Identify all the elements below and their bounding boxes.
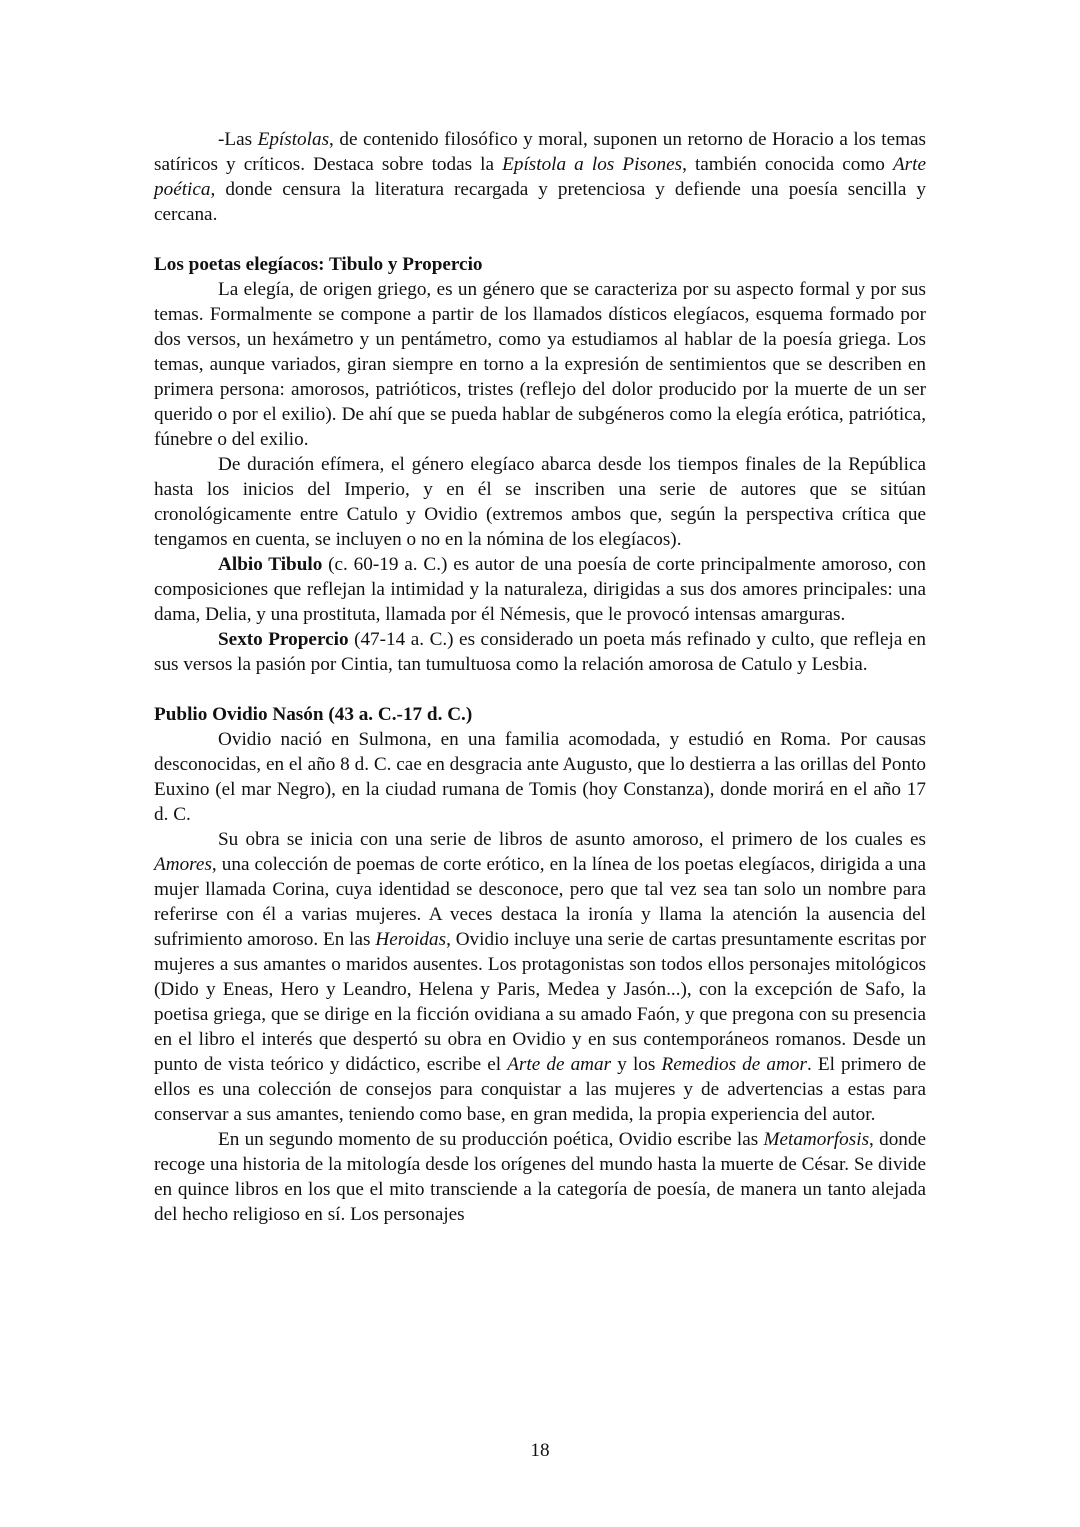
paragraph-metamorfosis: En un segundo momento de su producción poética, Ovidio escribe las Metamorfosis, donde recoge una historia de la mitología desde los orígenes del mundo hasta la muerte de César. Se divide en quince libros en los que el mito transciende a la categoría de poesía, de manera un tanto alejada del hecho religioso en sí. Los personajes [154, 1129, 926, 1225]
ovidio-section [154, 702, 926, 1227]
paragraph-propercio: Sexto Propercio (47-14 a. C.) es considerado un poeta más refinado y culto, que refleja en sus versos la pasión por Cintia, tan tumultuosa como la relación amorosa de Catulo y Lesbia. [154, 629, 926, 675]
paragraph-elegia: La elegía, de origen griego, es un género que se caracteriza por su aspecto formal y por sus temas. Formalmente se compone a partir de los llamados dísticos elegíacos, esquema formado por dos versos, un hexámetro y un pentámetro, como ya estudiamos al hablar de la poesía griega. Los temas, aunque variados, giran siempre en torno a la expresión de sentimientos que se describen en primera persona: amorosos, patrióticos, tristes (reflejo del dolor producido por la muerte de un ser querido o por el exilio). De ahí que se pueda hablar de subgéneros como la elegía erótica, patriótica, fúnebre o del exilio. [154, 279, 926, 450]
intro-section [154, 127, 926, 227]
paragraph-ovidio-vida: Ovidio nació en Sulmona, en una familia acomodada, y estudió en Roma. Por causas desconocidas, en el año 8 d. C. cae en desgracia ante Augusto, que lo destierra a las orillas del Ponto Euxino (el mar Negro), en la ciudad rumana de Tomis (hoy Constanza), donde morirá en el año 17 d. C. [154, 729, 926, 825]
paragraph-duracion: De duración efímera, el género elegíaco abarca desde los tiempos finales de la República hasta los inicios del Imperio, y en él se inscriben una serie de autores que se sitúan cronológicamente entre Catulo y Ovidio (extremos ambos que, según la perspectiva crítica que tengamos en cuenta, se incluyen o no en la nómina de los elegíacos). [154, 454, 926, 550]
page-number: 18 [530, 1440, 550, 1461]
document-page [154, 127, 926, 1227]
section-heading-ovidio: Publio Ovidio Nasón (43 a. C.-17 d. C.) [154, 704, 473, 725]
elegiac-poets-section [154, 252, 926, 677]
paragraph-ovidio-obra: Su obra se inicia con una serie de libros de asunto amoroso, el primero de los cuales es Amores, una colección de poemas de corte erótico, en la línea de los poetas elegíacos, dirigida a una mujer llamada Corina, cuya identidad se desconoce, pero que tal vez sea tan solo un nombre para referirse con él a varias mujeres. A veces destaca la ironía y llama la atención la ausencia del sufrimiento amoroso. En las Heroidas, Ovidio incluye una serie de cartas presuntamente escritas por mujeres a sus amantes o maridos ausentes. Los protagonistas son todos ellos personajes mitológicos (Dido y Eneas, Hero y Leandro, Helena y Paris, Medea y Jasón...), con la excepción de Safo, la poetisa griega, que se dirige en la ficción ovidiana a su amado Faón, y que pregona con su presencia en el libro el interés que despertó su obra en Ovidio y en sus contemporáneos romanos. Desde un punto de vista teórico y didáctico, escribe el Arte de amar y los Remedios de amor. El primero de ellos es una colección de consejos para conquistar a las mujeres y de advertencias a estas para conservar a sus amantes, teniendo como base, en gran medida, la propia experiencia del autor. [154, 829, 927, 1125]
paragraph-epistolas: -Las Epístolas, de contenido filosófico y moral, suponen un retorno de Horacio a los temas satíricos y críticos. Destaca sobre todas la Epístola a los Pisones, también conocida como Arte poética, donde censura la literatura recargada y pretenciosa y defiende una poesía sencilla y cercana. [154, 129, 927, 225]
paragraph-tibulo: Albio Tibulo (c. 60-19 a. C.) es autor de una poesía de corte principalmente amoroso, con composiciones que reflejan la intimidad y la naturaleza, dirigidas a sus dos amores principales: una dama, Delia, y una prostituta, llamada por él Némesis, que le provocó intensas amarguras. [154, 554, 926, 625]
section-heading-elegiacos: Los poetas elegíacos: Tibulo y Propercio [154, 254, 483, 275]
